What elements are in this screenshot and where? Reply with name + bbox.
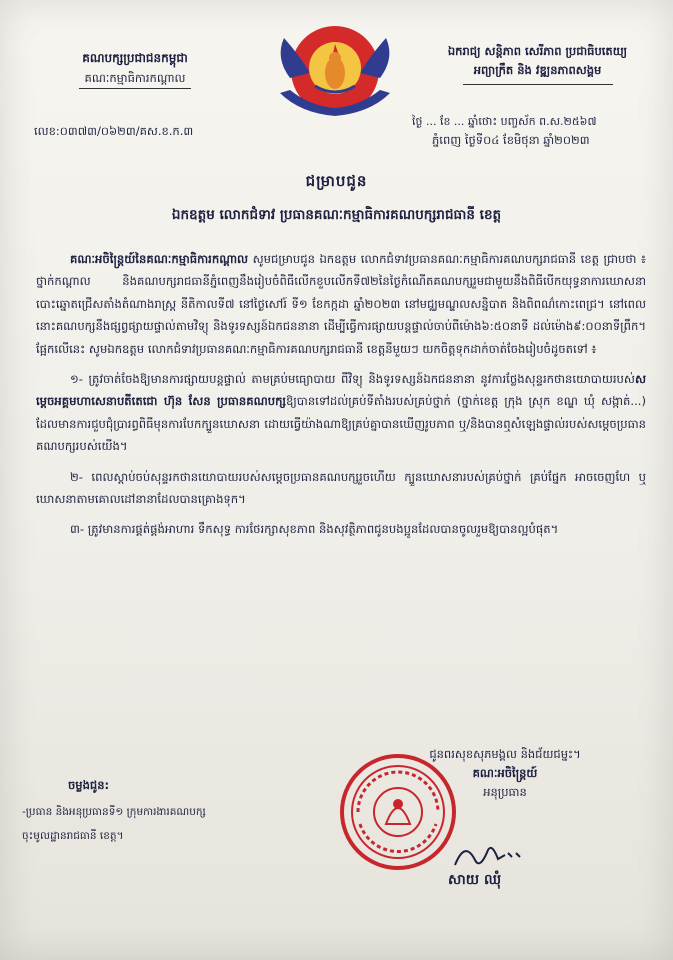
- motto-divider: [463, 84, 613, 85]
- solar-date: ភ្នំពេញ ថ្ងៃទី០៤ ខែមិថុនា ឆ្នាំ២០២៣: [432, 133, 590, 147]
- intro-paragraph: [36, 248, 646, 360]
- signer-name: សាយ ឈុំ: [448, 872, 502, 888]
- committee-name: គណៈកម្មាធិការកណ្តាល: [79, 68, 192, 89]
- cc-item: ចុះមូលដ្ឋានរាជធានី ខេត្ត។: [22, 830, 124, 842]
- item-1-post: ឱ្យបានទៅដល់គ្រប់ទីតាំងរបស់គ្រប់ថ្នាក់ (ថ្នាក់ខេត្ត ក្រុង ស្រុក ខណ្ឌ ឃុំ សង្កាត់...) ដែលមានការជួបជុំប្រារព្ធពិធីមុនការបែកក្បួនឃោសនា ដោយធ្វើយ៉ាងណាឱ្យគ្រប់គ្នាបានឃើញរូបភាព ឬ/និងបានឮសំឡេងផ្ទាល់របស់សម្តេចប្រធានគណបក្សរបស់យើង។: [36, 394, 646, 454]
- item-1: [36, 368, 646, 458]
- party-name: គណបក្សប្រជាជនកម្ពុជា: [82, 51, 188, 65]
- closing-block: [360, 745, 650, 802]
- intro-text: សូមជម្រាបជូន ឯកឧត្តម លោកជំទាវប្រធានគណៈកម្មាធិការគណបក្សរាជធានី ខេត្ត ជ្រាបថា ៖ ថ្នាក់កណ្តាល និងគណបក្សរាជធានីភ្នំពេញនឹងរៀបចំពិធីលើកខួបលើកទី៧២នៃថ្ងៃកំណើតគណបក្សរួមជាមួយនឹងពិធីបើកយុទ្ធនាការឃោសនាបោះឆ្នោតជ្រើសតាំងតំណាងរាស្ត្រ នីតិកាលទី៧ នៅថ្ងៃសៅរ៍ ទី១ ខែកក្កដា ឆ្នាំ២០២៣ នៅមជ្ឈមណ្ឌលសន្និបាត និងពិពណ៌កោះពេជ្រ។ នៅពេលនោះគណបក្សនឹងផ្សព្វផ្សាយផ្ទាល់តាមវិទ្យុ និងទូរទស្សន៍ឯកជននានា ដើម្បីធ្វើការផ្សាយបន្តផ្ទាល់ចាប់ពីម៉ោង៦:៥០នាទី ដល់ម៉ោង៩:០០នាទីព្រឹក។ ផ្អែកលើនេះ សូមឯកឧត្តម លោកជំទាវប្រធានគណៈកម្មាធិការគណបក្សរាជធានី ខេត្តនីមួយៗ យកចិត្តទុកដាក់ចាត់ចែងរៀបចំដូចតទៅ ៖: [36, 252, 646, 356]
- item-2: ២- ពេលស្តាប់ចប់សុន្ទរកថានយោបាយរបស់សម្តេចប្រធានគណបក្សរួចហើយ ក្បួនឃោសនារបស់គ្រប់ថ្នាក់ គ្រប់ផ្នែក អាចចេញហែ ឬឃោសនាតាមគោលដៅនានាដែលបានគ្រោងទុក។: [36, 469, 646, 507]
- motto-line-1: ឯករាជ្យ សន្តិភាព សេរីភាព ប្រជាធិបតេយ្យ: [447, 44, 628, 58]
- letter-body: [36, 248, 646, 549]
- motto-line-2: អព្យាក្រឹត និង វឌ្ឍនភាពសង្គម: [473, 63, 602, 77]
- cc-item: -ប្រធាន និងអនុប្រធានទី១ ក្រុមការងារគណបក្ស: [22, 806, 206, 818]
- item-3: ៣- ត្រូវមានការផ្គត់ផ្គង់អាហារ ទឹកសុទ្ធ ការថែរក្សាសុខភាព និងសុវត្ថិភាពជូនបងប្អូនដែលបានចូលរួមឱ្យបានល្អបំផុត។: [70, 522, 559, 537]
- intro-sender: គណៈអចិន្ត្រៃយ៍នៃគណៈកម្មាធិការកណ្តាល: [70, 252, 249, 266]
- party-logo-icon: [270, 18, 400, 123]
- signature-icon: [450, 835, 530, 875]
- item-1-bold: សម្តេចអគ្គមហាសេនាបតីតេជោ ហ៊ុន សែន ប្រធានគណបក្ស: [36, 372, 646, 409]
- closing-position: អនុប្រធាន: [483, 785, 527, 799]
- reference-number: លេខ:០៣៧៣/០៦២៣/គស.ខ.ក.៣: [34, 124, 194, 138]
- document-title: ជម្រាបជូន: [305, 172, 368, 190]
- national-motto: [415, 42, 660, 85]
- cc-title: ចម្លងជូន:: [68, 778, 110, 792]
- recipient-line: ឯកឧត្តម លោកជំទាវ ប្រធានគណៈកម្មាធិការគណបក្សរាជធានី ខេត្ត: [171, 207, 502, 223]
- lunar-date: ថ្ងៃ ... ខែ ... ឆ្នាំថោះ បញ្ចស័ក ព.ស.២៥៦៧: [412, 115, 597, 128]
- item-1-pre: ១- ត្រូវចាត់ចែងឱ្យមានការផ្សាយបន្តផ្ទាល់ តាមគ្រប់មធ្យោបាយ ពីវិទ្យុ និងទូរទស្សន៍ឯកជននានា នូវការថ្លែងសុន្ទរកថានយោបាយរបស់: [70, 372, 635, 387]
- closing-greeting: ជូនពរសុខសុភមង្គល និងជ័យជម្នះ។: [429, 747, 581, 761]
- party-header: [30, 48, 240, 89]
- cc-list: [22, 800, 206, 848]
- closing-committee: គណៈអចិន្ត្រៃយ៍: [472, 766, 538, 780]
